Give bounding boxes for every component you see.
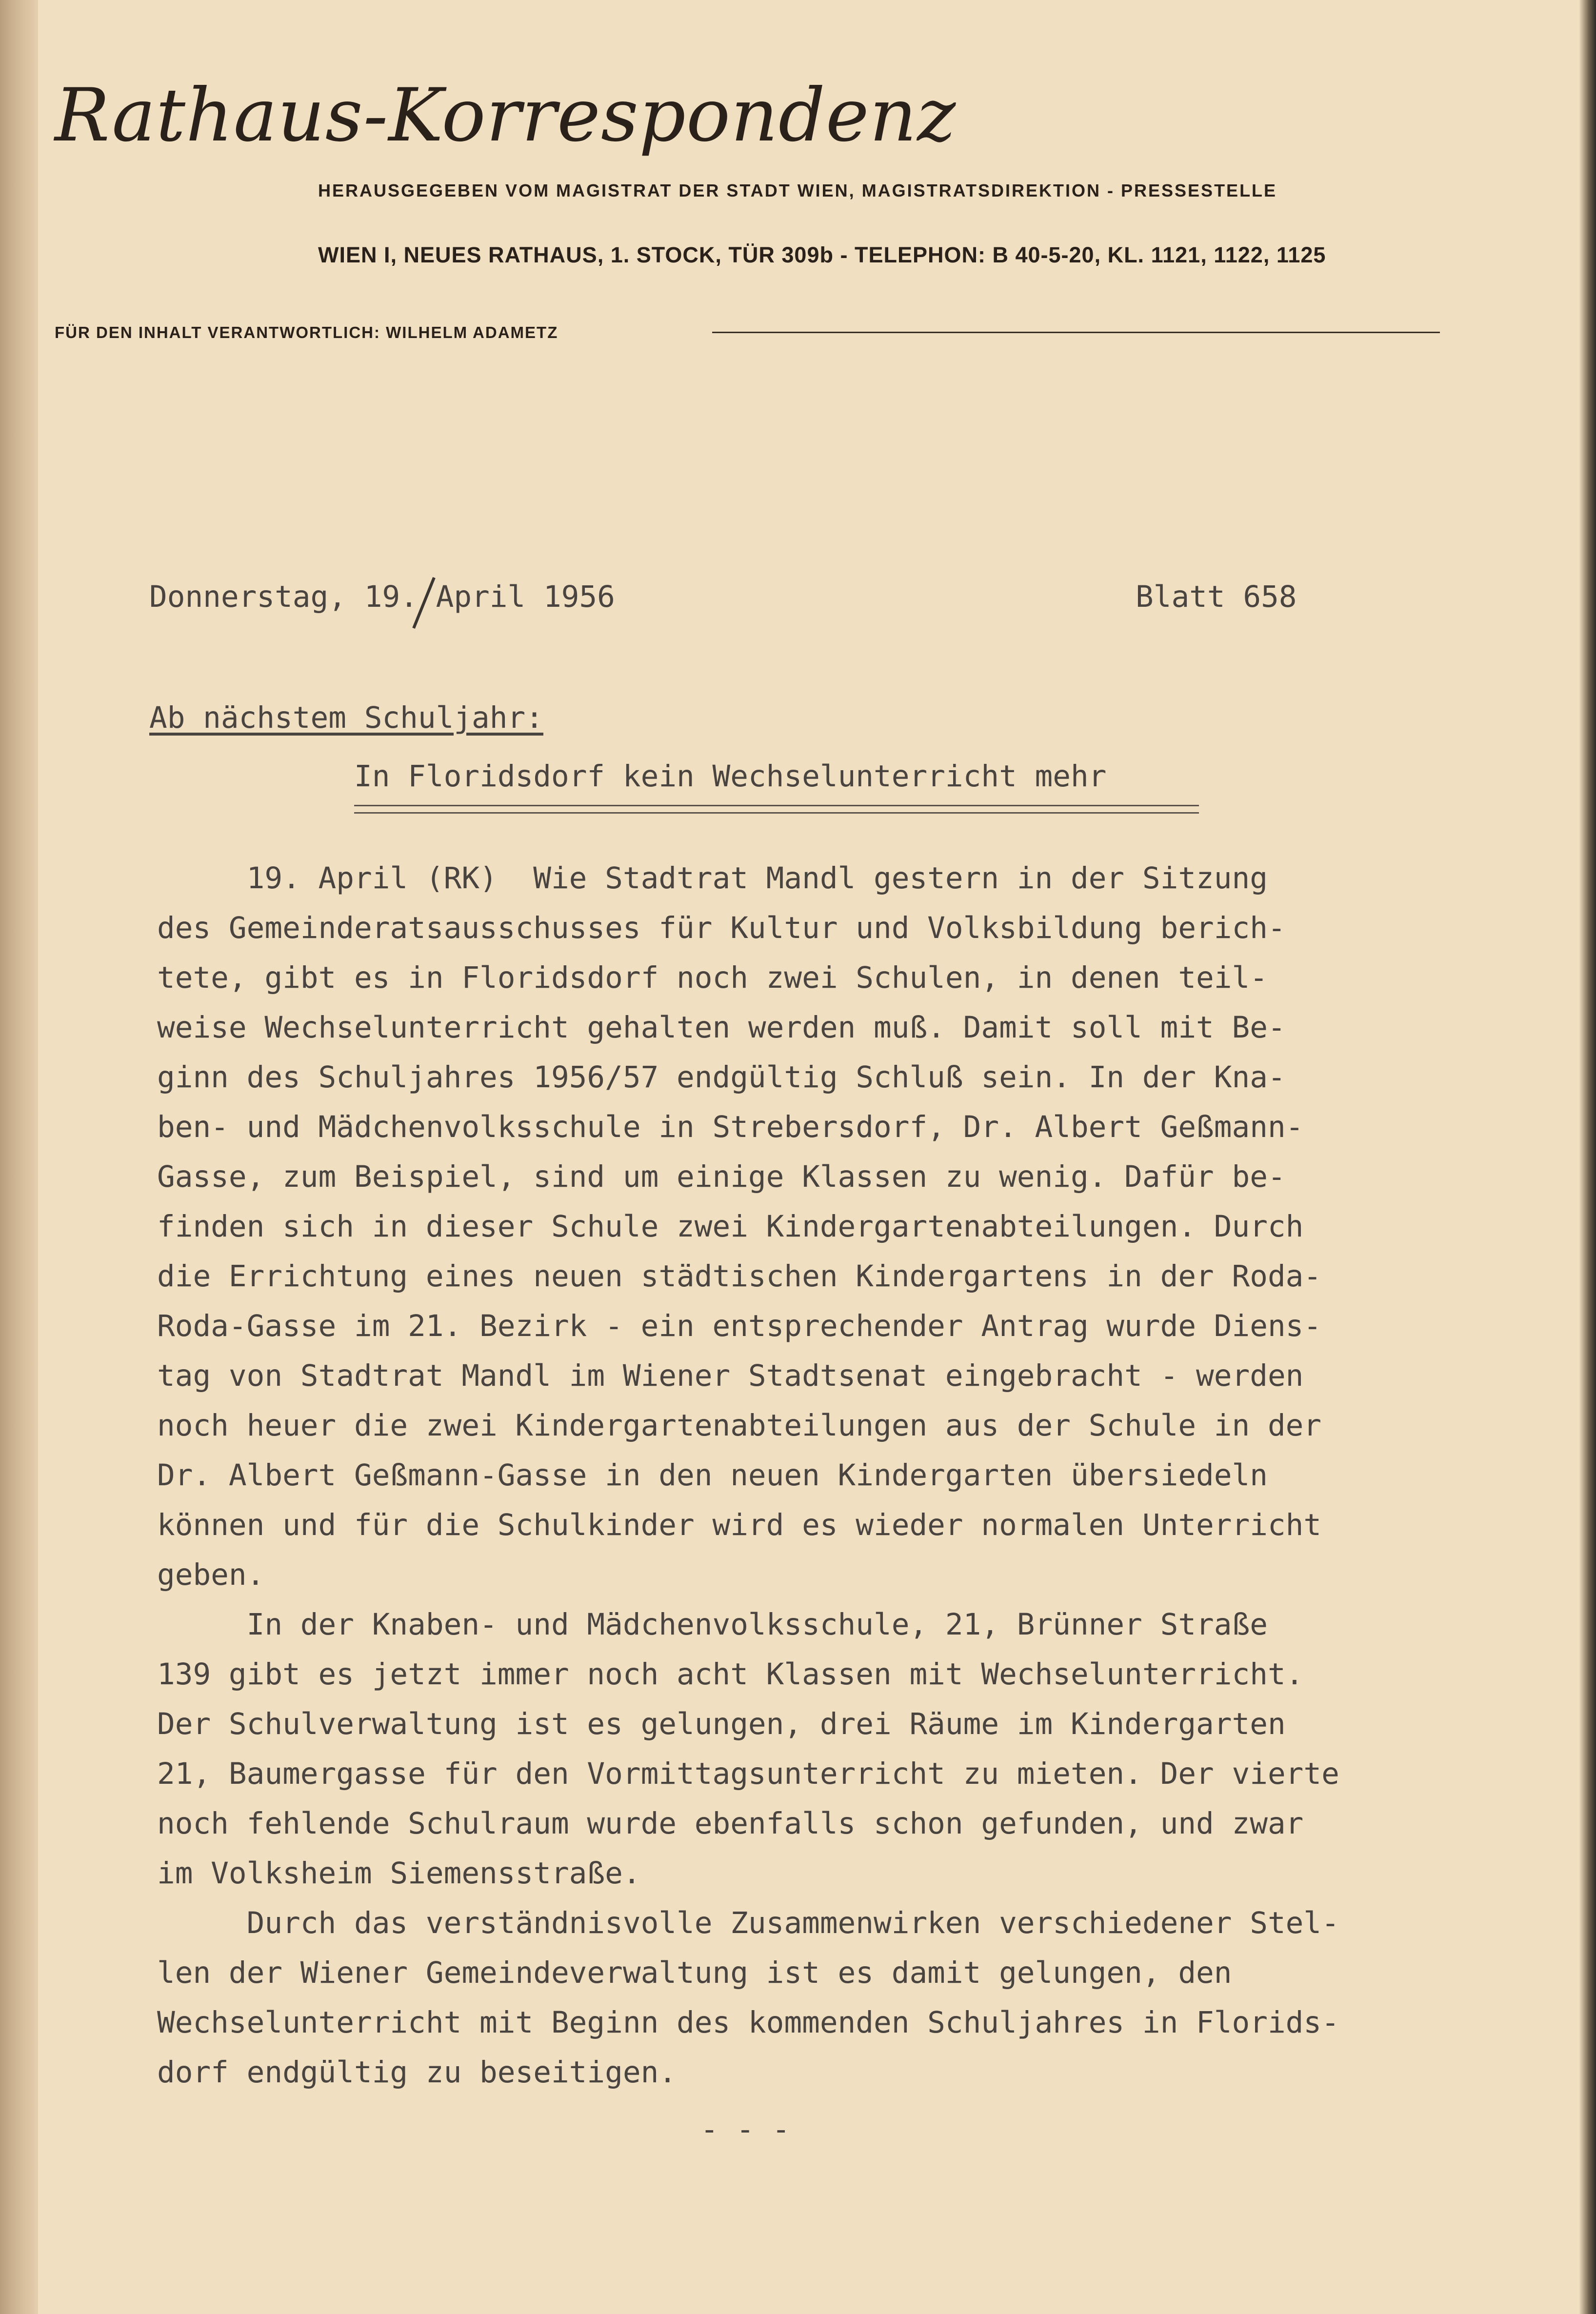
body-line: 19. April (RK) Wie Stadtrat Mandl gestern in der Sitzung: [157, 861, 1268, 896]
body-line: Der Schulverwaltung ist es gelungen, drei Räume im Kindergarten: [157, 1707, 1286, 1741]
page-right-edge: [1579, 0, 1596, 2314]
body-line: 21, Baumergasse für den Vormittagsunterricht zu mieten. Der vierte: [157, 1756, 1339, 1791]
body-line: Roda-Gasse im 21. Bezirk - ein entsprechender Antrag wurde Diens-: [157, 1309, 1322, 1343]
page-binding-edge: [0, 0, 38, 2314]
masthead-title: Rathaus-Korrespondenz: [55, 73, 957, 158]
body-line: finden sich in dieser Schule zwei Kindergartenabteilungen. Durch: [157, 1209, 1304, 1244]
masthead-responsible: FÜR DEN INHALT VERANTWORTLICH: WILHELM ADAMETZ: [55, 323, 559, 341]
article-kicker: Ab nächstem Schuljahr:: [149, 700, 543, 735]
article-end-mark: - - -: [700, 2112, 790, 2147]
body-line: ben- und Mädchenvolksschule in Strebersdorf, Dr. Albert Geßmann-: [157, 1110, 1304, 1144]
body-line: noch heuer die zwei Kindergartenabteilungen aus der Schule in der: [157, 1408, 1322, 1443]
body-line: tag von Stadtrat Mandl im Wiener Stadtsenat eingebracht - werden: [157, 1358, 1304, 1393]
body-line: noch fehlende Schulraum wurde ebenfalls schon gefunden, und zwar: [157, 1806, 1304, 1841]
body-line: können und für die Schulkinder wird es wieder normalen Unterricht: [157, 1508, 1322, 1542]
body-line: Durch das verständnisvolle Zusammenwirken verschiedener Stel-: [157, 1906, 1339, 1940]
masthead-publisher: HERAUSGEGEBEN VOM MAGISTRAT DER STADT WIEN, MAGISTRATSDIREKTION - PRESSESTELLE: [318, 180, 1277, 200]
body-line: ginn des Schuljahres 1956/57 endgültig Schluß sein. In der Kna-: [157, 1060, 1286, 1095]
body-line: dorf endgültig zu beseitigen.: [157, 2055, 677, 2090]
dateline-date: Donnerstag, 19. April 1956: [149, 579, 615, 614]
body-line: weise Wechselunterricht gehalten werden muß. Damit soll mit Be-: [157, 1010, 1286, 1045]
article-headline: In Floridsdorf kein Wechselunterricht mehr: [354, 759, 1107, 794]
body-line: die Errichtung eines neuen städtischen Kindergartens in der Roda-: [157, 1259, 1322, 1294]
body-line: 139 gibt es jetzt immer noch acht Klassen mit Wechselunterricht.: [157, 1657, 1304, 1692]
body-line: tete, gibt es in Floridsdorf noch zwei Schulen, in denen teil-: [157, 960, 1268, 995]
body-line: geben.: [157, 1557, 265, 1592]
body-line: Wechselunterricht mit Beginn des kommenden Schuljahres in Florids-: [157, 2005, 1339, 2040]
body-line: len der Wiener Gemeindeverwaltung ist es damit gelungen, den: [157, 1955, 1232, 1990]
masthead-rule: [712, 332, 1440, 333]
body-line: des Gemeinderatsausschusses für Kultur und Volksbildung berich-: [157, 911, 1286, 945]
masthead-address: WIEN I, NEUES RATHAUS, 1. STOCK, TÜR 309b - TELEPHON: B 40-5-20, KL. 1121, 1122, 1125: [318, 242, 1326, 267]
body-line: Gasse, zum Beispiel, sind um einige Klassen zu wenig. Dafür be-: [157, 1159, 1286, 1194]
body-line: In der Knaben- und Mädchenvolksschule, 21, Brünner Straße: [157, 1607, 1268, 1642]
headline-double-underline: [354, 805, 1199, 814]
dateline-sheet-number: Blatt 658: [1136, 579, 1297, 614]
body-line: im Volksheim Siemensstraße.: [157, 1856, 641, 1891]
body-line: Dr. Albert Geßmann-Gasse in den neuen Kindergarten übersiedeln: [157, 1458, 1268, 1493]
